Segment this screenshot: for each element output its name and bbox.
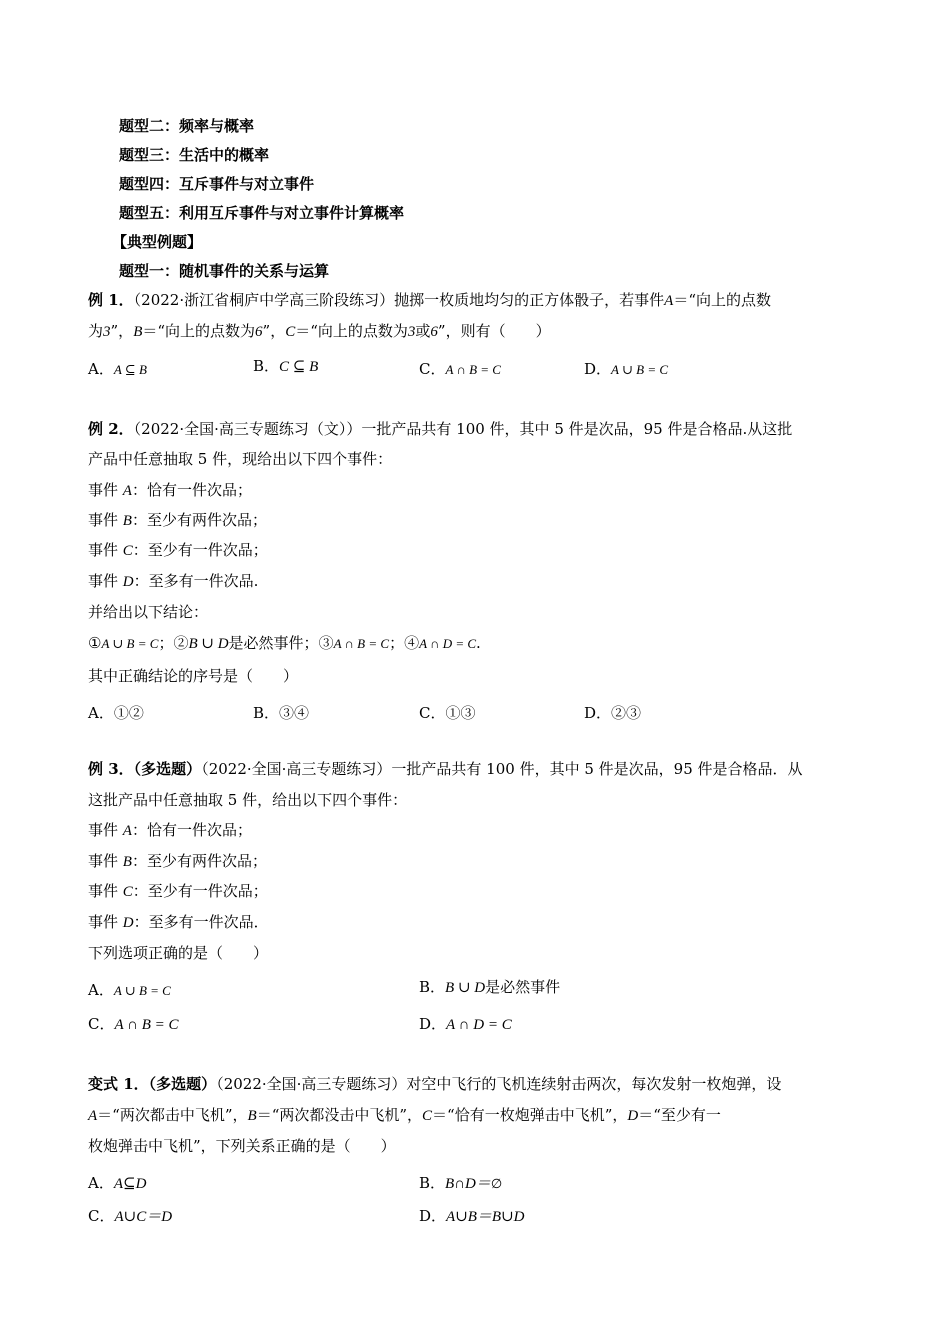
ex1-option-b: B．C ⊆ B [253,357,319,375]
ex2-option-a: A．①② [88,704,144,722]
var1-option-a: A．A⊆D [88,1174,147,1192]
example-3-line-1: 例 3．（多选题）（2022·全国·高三专题练习）一批产品共有 100 件，其中 5 件是次品，95 件是合格品．从 [88,760,803,778]
example-2-line-1: 例 2．（2022·全国·高三专题练习（文））一批产品共有 100 件，其中 5 件是次品，95 件是合格品.从这批 [88,420,793,438]
ex3-question: 下列选项正确的是（ ） [88,944,269,962]
ex1-option-d: D．A ∪ B = C [584,360,669,378]
section-heading: 【典型例题】 [112,233,203,251]
ex1-option-a: A．A ⊆ B [88,360,147,378]
var1-option-d: D．A∪B＝B∪D [419,1207,525,1225]
toc-item: 题型二：频率与概率 [119,117,255,135]
ex3-event-d: 事件 D：至多有一件次品． [88,913,269,931]
ex3-event-b: 事件 B：至少有两件次品； [88,852,267,870]
ex3-option-b: B．B ∪ D是必然事件 [419,978,561,996]
toc-item: 题型四：互斥事件与对立事件 [119,175,315,193]
ex2-option-c: C．①③ [419,704,476,722]
ex2-conclusions: ①A ∪ B = C；②B ∪ D是必然事件；③A ∩ B = C；④A ∩ D = C. [88,634,481,652]
ex2-event-a: 事件 A：恰有一件次品； [88,481,252,499]
ex2-event-b: 事件 B：至少有两件次品； [88,511,267,529]
example-1-line-2: 为3”，B＝“向上的点数为6”，C＝“向上的点数为3或6”，则有（ ） [88,322,551,340]
example-1-line-1: 例 1．（2022·浙江省桐庐中学高三阶段练习）抛掷一枚质地均匀的正方体骰子，若事件A＝“向上的点数 [88,291,771,309]
ex2-question: 其中正确结论的序号是（ ） [88,667,299,685]
example-2-line-2: 产品中任意抽取 5 件，现给出以下四个事件： [88,450,393,468]
variant-1-line-2: A＝“两次都击中飞机”，B＝“两次都没击中飞机”，C＝“恰有一枚炮弹击中飞机”，D＝“至少有一 [88,1106,721,1124]
ex2-event-c: 事件 C：至少有一件次品； [88,541,268,559]
ex2-option-b: B．③④ [253,704,310,722]
ex2-event-d: 事件 D：至多有一件次品. [88,572,259,590]
ex3-option-d: D．A ∩ D = C [419,1015,512,1033]
toc-item: 题型三：生活中的概率 [119,146,270,164]
ex3-event-a: 事件 A：恰有一件次品； [88,821,252,839]
ex3-event-c: 事件 C：至少有一件次品； [88,882,268,900]
variant-1-line-3: 枚炮弹击中飞机”，下列关系正确的是（ ） [88,1137,396,1155]
ex2-conclusion-intro: 并给出以下结论： [88,603,209,621]
example-3-line-2: 这批产品中任意抽取 5 件，给出以下四个事件： [88,791,408,809]
ex3-option-a: A．A ∪ B = C [88,981,171,999]
toc-item: 题型五：利用互斥事件与对立事件计算概率 [119,204,405,222]
ex1-option-c: C．A ∩ B = C [419,360,501,378]
ex3-option-c: C．A ∩ B = C [88,1015,179,1033]
type-heading: 题型一：随机事件的关系与运算 [119,262,330,280]
ex2-option-d: D．②③ [584,704,642,722]
var1-option-c: C．A∪C＝D [88,1207,173,1225]
variant-1-line-1: 变式 1．（多选题）（2022·全国·高三专题练习）对空中飞行的飞机连续射击两次，每次发射一枚炮弹，设 [88,1075,782,1093]
var1-option-b: B．B∩D＝∅ [419,1174,503,1192]
